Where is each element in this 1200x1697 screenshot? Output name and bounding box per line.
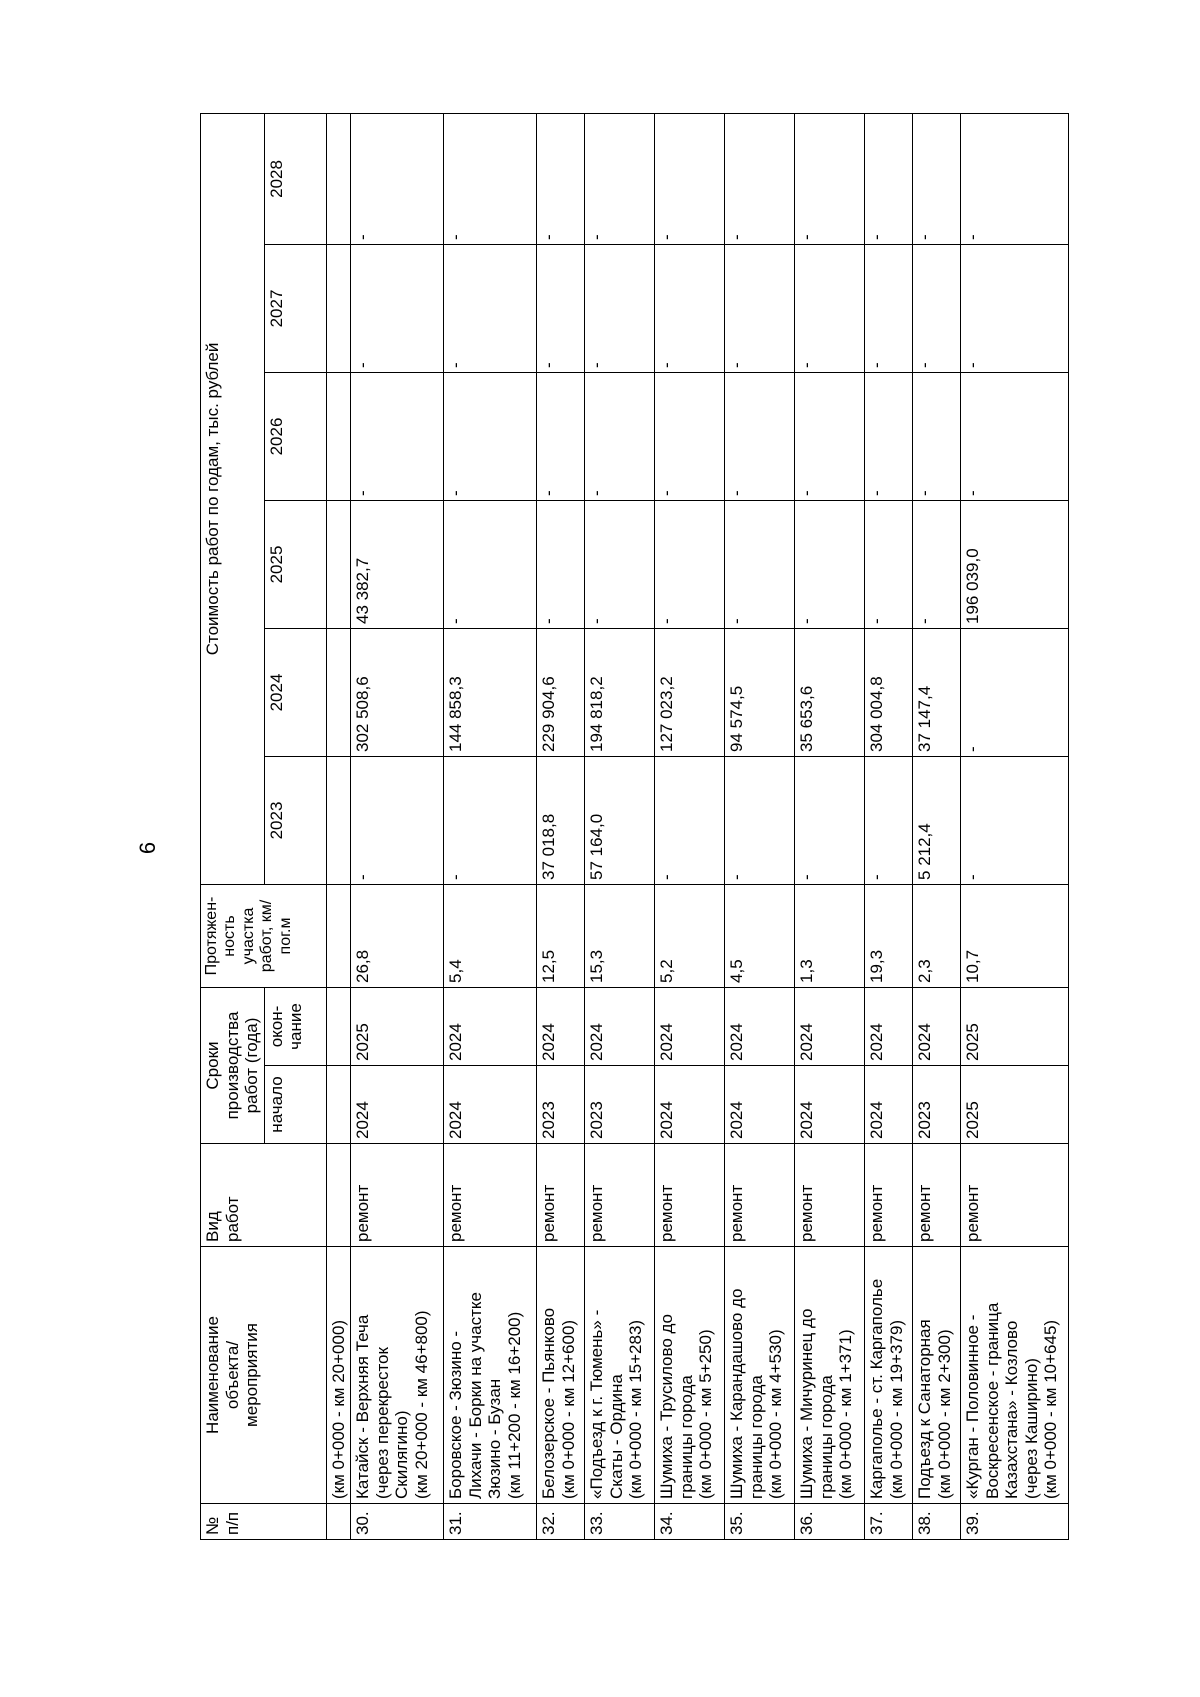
row-length: 19,3: [865, 884, 913, 987]
header-end: окон- чание: [264, 987, 326, 1065]
road-works-table: [200, 113, 1069, 1540]
row-end: 2024: [865, 987, 913, 1065]
row-name: Катайск - Верхняя Теча (через перекресток Скилягино) (км 20+000 - км 46+800): [351, 1247, 444, 1504]
empty-cell: [326, 628, 351, 756]
header-length: Протяжен- ность участка работ, км/ пог.м: [201, 884, 327, 987]
table-row: [961, 113, 1069, 1539]
row-num: 30.: [351, 1504, 444, 1540]
empty-cell: [326, 372, 351, 500]
row-cost-2023: -: [795, 756, 865, 884]
row-cost-2028: -: [351, 113, 444, 244]
row-cost-2024: 302 508,6: [351, 628, 444, 756]
row-cost-2023: -: [655, 756, 725, 884]
row-end: 2024: [444, 987, 537, 1065]
empty-cell: [326, 1066, 351, 1144]
row-end: 2024: [537, 987, 585, 1065]
row-end: 2024: [725, 987, 795, 1065]
row-cost-2026: -: [725, 372, 795, 500]
row-cost-2023: -: [444, 756, 537, 884]
row-cost-2023: -: [351, 756, 444, 884]
row-cost-2025: -: [913, 500, 961, 628]
empty-cell: [326, 987, 351, 1065]
row-num: 38.: [913, 1504, 961, 1540]
row-work-type: ремонт: [351, 1144, 444, 1247]
row-cost-2024: 144 858,3: [444, 628, 537, 756]
empty-cell: [326, 1144, 351, 1247]
header-start: начало: [264, 1066, 326, 1144]
row-end: 2025: [351, 987, 444, 1065]
row-cost-2023: -: [961, 756, 1069, 884]
row-num: 32.: [537, 1504, 585, 1540]
table-row: [913, 113, 961, 1539]
row-end: 2024: [795, 987, 865, 1065]
row-cost-2025: -: [585, 500, 655, 628]
header-year-2027: 2027: [264, 244, 326, 372]
row-cost-2025: -: [865, 500, 913, 628]
row-start: 2024: [725, 1066, 795, 1144]
row-cost-2024: 127 023,2: [655, 628, 725, 756]
row-cost-2027: -: [351, 244, 444, 372]
rotated-table-container: [200, 113, 1061, 1540]
row-length: 4,5: [725, 884, 795, 987]
row-num: 35.: [725, 1504, 795, 1540]
row-cost-2026: -: [537, 372, 585, 500]
row-start: 2023: [585, 1066, 655, 1144]
row-cost-2027: -: [655, 244, 725, 372]
row-cost-2027: -: [795, 244, 865, 372]
row-name: Шумиха - Трусилово до границы города (км 0+000 - км 5+250): [655, 1247, 725, 1504]
header-num: № п/п: [201, 1504, 327, 1540]
row-cost-2028: -: [865, 113, 913, 244]
row-name: Шумиха - Мичуринец до границы города (км 0+000 - км 1+371): [795, 1247, 865, 1504]
header-cost: Стоимость работ по годам, тыс. рублей: [201, 113, 265, 884]
row-cost-2025: -: [537, 500, 585, 628]
row-name: Боровское - Зюзино - Лихачи - Борки на участке Зюзино - Бузан (км 11+200 - км 16+200): [444, 1247, 537, 1504]
table-row: [537, 113, 585, 1539]
row-length: 1,3: [795, 884, 865, 987]
row-num: 39.: [961, 1504, 1069, 1540]
row-length: 10,7: [961, 884, 1069, 987]
empty-cell: [326, 113, 351, 244]
header-name: Наименование объекта/ мероприятия: [201, 1247, 327, 1504]
continuation-text: (км 0+000 - км 20+000): [326, 1247, 351, 1504]
row-cost-2025: 43 382,7: [351, 500, 444, 628]
row-cost-2023: -: [725, 756, 795, 884]
continuation-num: [326, 1504, 351, 1540]
row-work-type: ремонт: [913, 1144, 961, 1247]
row-cost-2028: -: [585, 113, 655, 244]
row-cost-2027: -: [444, 244, 537, 372]
row-start: 2025: [961, 1066, 1069, 1144]
row-length: 15,3: [585, 884, 655, 987]
row-cost-2027: -: [585, 244, 655, 372]
row-cost-2028: -: [913, 113, 961, 244]
row-end: 2025: [961, 987, 1069, 1065]
row-cost-2027: -: [725, 244, 795, 372]
row-cost-2026: -: [795, 372, 865, 500]
header-year-2028: 2028: [264, 113, 326, 244]
row-cost-2023: 5 212,4: [913, 756, 961, 884]
row-cost-2028: -: [537, 113, 585, 244]
row-start: 2023: [537, 1066, 585, 1144]
row-name: Каргаполье - ст. Каргаполье (км 0+000 - км 19+379): [865, 1247, 913, 1504]
header-year-2026: 2026: [264, 372, 326, 500]
table-row: [725, 113, 795, 1539]
row-name: Подъезд к Санаторная (км 0+000 - км 2+300): [913, 1247, 961, 1504]
row-cost-2026: -: [961, 372, 1069, 500]
row-num: 31.: [444, 1504, 537, 1540]
header-work-type: Вид работ: [201, 1144, 327, 1247]
row-length: 12,5: [537, 884, 585, 987]
row-end: 2024: [655, 987, 725, 1065]
empty-cell: [326, 756, 351, 884]
row-cost-2023: 57 164,0: [585, 756, 655, 884]
row-start: 2023: [913, 1066, 961, 1144]
row-end: 2024: [913, 987, 961, 1065]
empty-cell: [326, 884, 351, 987]
row-cost-2026: -: [655, 372, 725, 500]
empty-cell: [326, 500, 351, 628]
table-row: [351, 113, 444, 1539]
row-cost-2028: -: [795, 113, 865, 244]
row-cost-2028: -: [725, 113, 795, 244]
row-start: 2024: [795, 1066, 865, 1144]
row-cost-2024: 304 004,8: [865, 628, 913, 756]
header-year-2024: 2024: [264, 628, 326, 756]
row-start: 2024: [351, 1066, 444, 1144]
row-cost-2024: 94 574,5: [725, 628, 795, 756]
row-work-type: ремонт: [537, 1144, 585, 1247]
row-cost-2028: -: [961, 113, 1069, 244]
row-cost-2027: -: [913, 244, 961, 372]
row-name: Шумиха - Карандашово до границы города (км 0+000 - км 4+530): [725, 1247, 795, 1504]
row-cost-2026: -: [865, 372, 913, 500]
row-cost-2024: 35 653,6: [795, 628, 865, 756]
row-cost-2023: 37 018,8: [537, 756, 585, 884]
row-cost-2025: 196 039,0: [961, 500, 1069, 628]
row-cost-2026: -: [351, 372, 444, 500]
row-start: 2024: [865, 1066, 913, 1144]
row-length: 5,4: [444, 884, 537, 987]
row-cost-2026: -: [585, 372, 655, 500]
row-cost-2028: -: [444, 113, 537, 244]
row-work-type: ремонт: [795, 1144, 865, 1247]
row-cost-2024: 37 147,4: [913, 628, 961, 756]
table-row: [865, 113, 913, 1539]
row-cost-2023: -: [865, 756, 913, 884]
row-start: 2024: [655, 1066, 725, 1144]
table-row: [795, 113, 865, 1539]
row-work-type: ремонт: [961, 1144, 1069, 1247]
row-cost-2025: -: [655, 500, 725, 628]
row-cost-2028: -: [655, 113, 725, 244]
row-work-type: ремонт: [655, 1144, 725, 1247]
row-cost-2026: -: [913, 372, 961, 500]
row-name: «Курган - Половинное - Воскресенское - граница Казахстана» - Козлово (через Каширино) (км 0+000 - км 10+645): [961, 1247, 1069, 1504]
table-row: [585, 113, 655, 1539]
row-cost-2024: 229 904,6: [537, 628, 585, 756]
row-work-type: ремонт: [585, 1144, 655, 1247]
row-work-type: ремонт: [725, 1144, 795, 1247]
row-length: 26,8: [351, 884, 444, 987]
header-year-2025: 2025: [264, 500, 326, 628]
row-cost-2024: 194 818,2: [585, 628, 655, 756]
row-name: Белозерское - Пьянково (км 0+000 - км 12+600): [537, 1247, 585, 1504]
row-length: 5,2: [655, 884, 725, 987]
row-length: 2,3: [913, 884, 961, 987]
row-cost-2025: -: [795, 500, 865, 628]
row-end: 2024: [585, 987, 655, 1065]
row-cost-2024: -: [961, 628, 1069, 756]
row-num: 36.: [795, 1504, 865, 1540]
row-cost-2027: -: [865, 244, 913, 372]
row-cost-2026: -: [444, 372, 537, 500]
continuation-row: [326, 113, 351, 1539]
row-cost-2027: -: [961, 244, 1069, 372]
row-cost-2025: -: [725, 500, 795, 628]
row-cost-2025: -: [444, 500, 537, 628]
row-num: 34.: [655, 1504, 725, 1540]
row-name: «Подъезд к г. Тюмень» - Скаты - Ордина (км 0+000 - км 15+283): [585, 1247, 655, 1504]
row-work-type: ремонт: [865, 1144, 913, 1247]
row-num: 33.: [585, 1504, 655, 1540]
header-terms: Сроки производства работ (года): [201, 987, 265, 1143]
header-year-2023: 2023: [264, 756, 326, 884]
row-work-type: ремонт: [444, 1144, 537, 1247]
table-row: [444, 113, 537, 1539]
empty-cell: [326, 244, 351, 372]
row-start: 2024: [444, 1066, 537, 1144]
page-number: 6: [135, 841, 160, 855]
row-cost-2027: -: [537, 244, 585, 372]
table-row: [655, 113, 725, 1539]
row-num: 37.: [865, 1504, 913, 1540]
